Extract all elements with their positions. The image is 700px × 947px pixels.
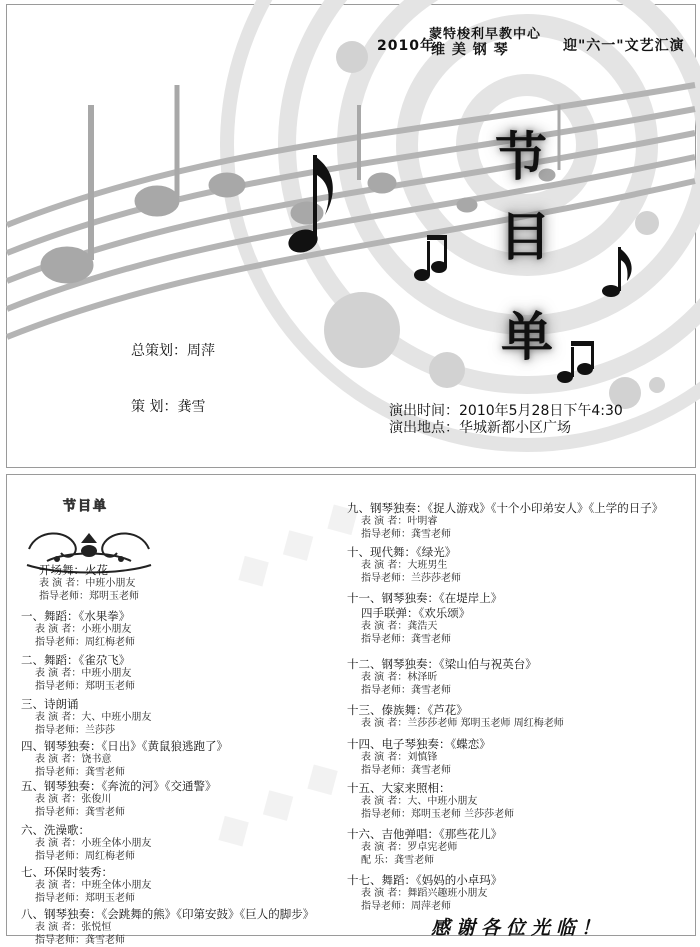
item-title: 八、钢琴独奏：《会跳舞的熊》《印第安鼓》《巨人的脚步》 bbox=[21, 907, 314, 922]
program-panel bbox=[6, 474, 696, 936]
program-item bbox=[21, 823, 151, 863]
item-title: 十四、电子琴独奏：《蝶恋》 bbox=[347, 737, 491, 752]
performer-line: 表 演 者：林泽昕 bbox=[347, 672, 537, 685]
item-title: 十二、钢琴独奏：《梁山伯与祝英台》 bbox=[347, 657, 537, 672]
item-title: 一、舞蹈：《水果拳》 bbox=[21, 609, 135, 624]
show-time: 演出时间：2010年5月28日下午4:30 bbox=[389, 400, 623, 420]
item-title: 七、环保时装秀： bbox=[21, 865, 151, 880]
item-title: 九、钢琴独奏：《捉人游戏》《十个小印弟安人》《上学的日子》 bbox=[347, 501, 663, 516]
program-item bbox=[21, 907, 314, 947]
program-item bbox=[21, 739, 228, 779]
instructor-line: 指导老师：龚雪老师 bbox=[347, 685, 537, 698]
program-item bbox=[347, 873, 502, 913]
performer-line: 表 演 者：中班小朋友 bbox=[21, 668, 135, 681]
performer-line: 表 演 者：罗卓宪老师 bbox=[347, 842, 502, 855]
planner: 策 划：龚雪 bbox=[131, 396, 205, 416]
instructor-line: 指导老师：郑明玉老师 bbox=[25, 591, 139, 604]
chief-planner: 总策划：周萍 bbox=[131, 340, 215, 360]
item-title: 四、钢琴独奏：《日出》《黄鼠狼逃跑了》 bbox=[21, 739, 228, 754]
item-title: 二、舞蹈：《雀尕飞》 bbox=[21, 653, 135, 668]
program-item bbox=[21, 865, 151, 905]
performer-line: 表 演 者：小班小朋友 bbox=[21, 624, 135, 637]
instructor-line: 指导老师：郑明玉老师 bbox=[21, 681, 135, 694]
performer-line: 表 演 者：张俊川 bbox=[21, 794, 217, 807]
event-year: 2010年 bbox=[377, 35, 435, 55]
instructor-line: 指导老师：龚雪老师 bbox=[347, 765, 491, 778]
item-title: 开场舞：火花 bbox=[25, 563, 139, 578]
program-item bbox=[347, 545, 461, 585]
item-title: 十一、钢琴独奏：《在堤岸上》 bbox=[347, 591, 502, 606]
organizer-name: 蒙特梭利早教中心 bbox=[429, 23, 541, 42]
program-item bbox=[347, 827, 502, 867]
program-item bbox=[347, 591, 502, 646]
title-char-3: 单 bbox=[501, 295, 553, 370]
item-title: 十五、大家来照相： bbox=[347, 781, 514, 796]
instructor-line: 指导老师：周红梅老师 bbox=[21, 637, 135, 650]
performer-line: 表 演 者：小班全体小朋友 bbox=[21, 838, 151, 851]
watermark-shape: ◆ ◆ ◆ bbox=[223, 484, 370, 600]
performer-line: 表 演 者：大、中班小朋友 bbox=[347, 796, 514, 809]
instructor-line: 指导老师：兰莎莎老师 bbox=[347, 573, 461, 586]
instructor-line: 指导老师：龚雪老师 bbox=[21, 935, 314, 947]
cover-panel bbox=[6, 4, 696, 468]
performer-line: 表 演 者：兰莎莎老师 郑明玉老师 周红梅老师 bbox=[347, 718, 564, 731]
performer-line: 表 演 者：刘慎锋 bbox=[347, 752, 491, 765]
instructor-line: 指导老师：兰莎莎 bbox=[21, 725, 151, 738]
item-title: 六、洗澡歌： bbox=[21, 823, 151, 838]
performer-line: 表 演 者：张悦恒 bbox=[21, 922, 314, 935]
instructor-line: 指导老师：郑明玉老师 兰莎莎老师 bbox=[347, 809, 514, 822]
item-title: 十、现代舞：《绿光》 bbox=[347, 545, 461, 560]
program-item bbox=[21, 779, 217, 819]
item-title: 十七、舞蹈：《妈妈的小卓玛》 bbox=[347, 873, 502, 888]
instructor-line: 指导老师：龚雪老师 bbox=[21, 767, 228, 780]
instructor-line: 指导老师：郑明玉老师 bbox=[21, 893, 151, 906]
item-title: 五、钢琴独奏：《奔流的河》《交通警》 bbox=[21, 779, 217, 794]
instructor-line: 指导老师：龚雪老师 bbox=[21, 807, 217, 820]
instructor-line: 指导老师：龚雪老师 bbox=[347, 634, 502, 647]
studio-name: 维 美 钢 琴 bbox=[431, 39, 509, 59]
program-item bbox=[347, 501, 663, 541]
instructor-line: 指导老师：周萍老师 bbox=[347, 901, 502, 914]
show-place: 演出地点：华城新都小区广场 bbox=[389, 417, 571, 437]
item-title: 十三、傣族舞：《芦花》 bbox=[347, 703, 564, 718]
performer-line: 表 演 者：大班男生 bbox=[347, 560, 461, 573]
program-item bbox=[21, 653, 135, 693]
instructor-line: 指导老师：周红梅老师 bbox=[21, 851, 151, 864]
program-item bbox=[25, 563, 139, 603]
title-char-1: 节 bbox=[495, 115, 547, 190]
program-item bbox=[347, 703, 564, 731]
title-char-2: 目 bbox=[499, 195, 551, 270]
item-title: 十六、吉他弹唱：《那些花儿》 bbox=[347, 827, 502, 842]
program-item bbox=[21, 697, 151, 737]
program-item bbox=[347, 657, 537, 697]
performer-line: 表 演 者：大、中班小朋友 bbox=[21, 712, 151, 725]
thanks-message: 感谢各位光临！ bbox=[431, 913, 606, 940]
performer-line: 表 演 者：饶书意 bbox=[21, 754, 228, 767]
performer-line: 表 演 者：舞蹈兴趣班小朋友 bbox=[347, 888, 502, 901]
event-title: 迎"六一"文艺汇演 bbox=[563, 35, 685, 55]
performer-line: 表 演 者：叶明睿 bbox=[347, 516, 663, 529]
instructor-line: 指导老师：龚雪老师 bbox=[347, 529, 663, 542]
performer-line: 表 演 者：龚浩天 bbox=[347, 621, 502, 634]
watermark-shape-2: ◆ ◆ ◆ bbox=[203, 744, 350, 860]
ornament-title: 节目单 bbox=[63, 495, 108, 514]
performer-line: 表 演 者：中班全体小朋友 bbox=[21, 880, 151, 893]
accompaniment-line: 配 乐：龚雪老师 bbox=[347, 855, 502, 868]
item-title: 三、诗朗诵 bbox=[21, 697, 151, 712]
music-staff-decoration bbox=[7, 5, 695, 467]
item-subtitle: 四手联弹：《欢乐颂》 bbox=[347, 606, 502, 621]
program-item bbox=[347, 781, 514, 821]
program-item bbox=[21, 609, 135, 649]
performer-line: 表 演 者：中班小朋友 bbox=[25, 578, 139, 591]
program-item bbox=[347, 737, 491, 777]
